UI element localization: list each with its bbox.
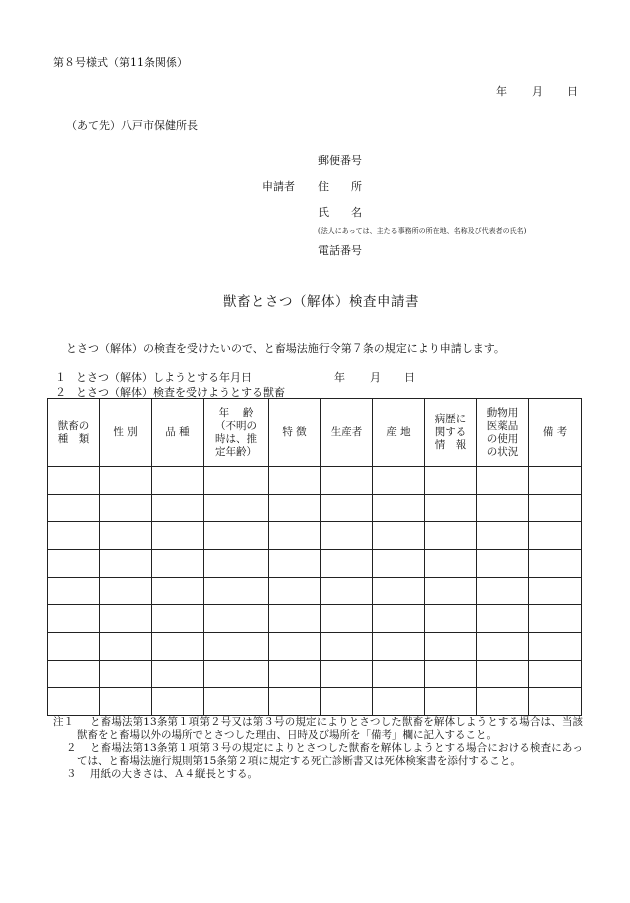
table-cell[interactable] (269, 605, 321, 633)
table-cell[interactable] (269, 522, 321, 550)
note-item (53, 768, 583, 781)
table-cell[interactable] (373, 577, 425, 605)
table-cell[interactable] (425, 522, 477, 550)
table-cell[interactable] (204, 577, 269, 605)
phone-label: 電話番号 (318, 244, 362, 257)
table-cell[interactable] (204, 632, 269, 660)
table-row (48, 577, 582, 605)
notes-label: 注 (53, 716, 64, 728)
item1-text: とさつ（解体）しようとする年月日 (76, 371, 252, 384)
table-cell[interactable] (321, 605, 373, 633)
table-cell[interactable] (321, 660, 373, 688)
table-row (48, 549, 582, 577)
form-number: 第８号様式（第11条関係） (53, 56, 188, 69)
table-cell[interactable] (152, 605, 204, 633)
table-cell[interactable] (48, 688, 100, 716)
table-cell[interactable] (425, 632, 477, 660)
table-cell[interactable] (321, 577, 373, 605)
notes-section (53, 716, 583, 781)
table-row (48, 688, 582, 716)
col-header-breed: 品 種 (152, 399, 204, 467)
table-cell[interactable] (204, 660, 269, 688)
col-header-age: 年 齢 （不明の 時は、推 定年齢） (204, 399, 269, 467)
table-cell[interactable] (477, 577, 529, 605)
col-header-sex: 性 別 (100, 399, 152, 467)
table-cell[interactable] (152, 494, 204, 522)
table-cell[interactable] (269, 494, 321, 522)
table-cell[interactable] (204, 467, 269, 495)
table-cell[interactable] (373, 660, 425, 688)
table-row (48, 605, 582, 633)
table-cell[interactable] (425, 577, 477, 605)
table-cell[interactable] (425, 688, 477, 716)
table-cell[interactable] (204, 549, 269, 577)
note-text: 用紙の大きさは、Ａ４縦長とする。 (90, 768, 258, 780)
table-cell[interactable] (48, 549, 100, 577)
table-cell[interactable] (529, 688, 582, 716)
table-row (48, 522, 582, 550)
note-text: と畜場法第13条第１項第３号の規定によりとさつした獣畜を解体しようとする場合における検査にあっては、と畜場法施行規則第15条第２項に規定する死亡診断書又は死体検案書を添付すること。 (77, 742, 583, 767)
table-cell[interactable] (425, 494, 477, 522)
table-cell[interactable] (373, 632, 425, 660)
col-header-origin: 産 地 (373, 399, 425, 467)
table-cell[interactable] (48, 632, 100, 660)
table-cell[interactable] (204, 605, 269, 633)
table-cell[interactable] (529, 522, 582, 550)
submission-month-label: 月 (532, 85, 543, 98)
table-cell[interactable] (425, 549, 477, 577)
table-cell[interactable] (529, 577, 582, 605)
item1-year-label: 年 (334, 371, 345, 384)
table-cell[interactable] (425, 660, 477, 688)
table-cell[interactable] (529, 494, 582, 522)
col-header-veterinary-drug-use: 動物用 医薬品 の使用 の状況 (477, 399, 529, 467)
table-cell[interactable] (100, 632, 152, 660)
table-cell[interactable] (269, 660, 321, 688)
table-cell[interactable] (321, 688, 373, 716)
col-header-animal-type: 獣畜の 種 類 (48, 399, 100, 467)
table-cell[interactable] (529, 549, 582, 577)
table-cell[interactable] (269, 577, 321, 605)
table-cell[interactable] (477, 660, 529, 688)
table-cell[interactable] (152, 467, 204, 495)
table-cell[interactable] (204, 688, 269, 716)
corporate-note: (法人にあっては、主たる事務所の所在地、名称及び代表者の氏名) (318, 227, 527, 235)
table-cell[interactable] (100, 494, 152, 522)
table-cell[interactable] (529, 605, 582, 633)
note-item (53, 742, 583, 768)
table-cell[interactable] (477, 522, 529, 550)
postal-code-label: 郵便番号 (318, 154, 362, 167)
table-row (48, 660, 582, 688)
table-cell[interactable] (269, 632, 321, 660)
table-cell[interactable] (204, 494, 269, 522)
table-cell[interactable] (373, 522, 425, 550)
table-cell[interactable] (100, 660, 152, 688)
table-row (48, 632, 582, 660)
table-cell[interactable] (269, 467, 321, 495)
table-cell[interactable] (529, 632, 582, 660)
table-cell[interactable] (373, 467, 425, 495)
table-cell[interactable] (48, 494, 100, 522)
col-header-remarks: 備 考 (529, 399, 582, 467)
table-cell[interactable] (152, 660, 204, 688)
item2-number: ２ (55, 386, 66, 399)
address-label: 住 所 (318, 180, 362, 193)
item1-number: １ (55, 371, 66, 384)
note-number: １ (63, 716, 74, 728)
table-cell[interactable] (373, 494, 425, 522)
item1-day-label: 日 (404, 371, 415, 384)
table-cell[interactable] (48, 467, 100, 495)
table-cell[interactable] (373, 549, 425, 577)
table-cell[interactable] (100, 577, 152, 605)
table-cell[interactable] (425, 605, 477, 633)
table-cell[interactable] (477, 467, 529, 495)
table-cell[interactable] (477, 632, 529, 660)
addressee: （あて先）八戸市保健所長 (66, 119, 198, 132)
col-header-medical-history: 病歴に 関する 情 報 (425, 399, 477, 467)
table-cell[interactable] (321, 494, 373, 522)
table-cell[interactable] (477, 688, 529, 716)
name-label: 氏 名 (318, 206, 362, 219)
item1-month-label: 月 (370, 371, 381, 384)
table-cell[interactable] (321, 549, 373, 577)
table-cell[interactable] (48, 577, 100, 605)
table-cell[interactable] (204, 522, 269, 550)
table-header-row (48, 399, 582, 467)
table-cell[interactable] (529, 467, 582, 495)
table-row (48, 494, 582, 522)
table-cell[interactable] (152, 632, 204, 660)
col-header-producer: 生産者 (321, 399, 373, 467)
table-cell[interactable] (100, 549, 152, 577)
table-cell[interactable] (48, 522, 100, 550)
intro-text: とさつ（解体）の検査を受けたいので、と畜場法施行令第７条の規定により申請します。 (66, 342, 505, 355)
table-cell[interactable] (321, 632, 373, 660)
table-cell[interactable] (373, 605, 425, 633)
table-cell[interactable] (152, 549, 204, 577)
table-cell[interactable] (477, 605, 529, 633)
submission-day-label: 日 (567, 85, 578, 98)
table-cell[interactable] (152, 522, 204, 550)
table-cell[interactable] (152, 577, 204, 605)
note-item (53, 716, 583, 742)
table-cell[interactable] (269, 688, 321, 716)
note-number: ３ (66, 768, 77, 780)
table-cell[interactable] (425, 467, 477, 495)
table-cell[interactable] (100, 467, 152, 495)
item2-text: とさつ（解体）検査を受けようとする獣畜 (76, 386, 285, 399)
table-cell[interactable] (48, 660, 100, 688)
table-cell[interactable] (477, 549, 529, 577)
table-cell[interactable] (100, 605, 152, 633)
table-cell[interactable] (152, 688, 204, 716)
submission-year-label: 年 (496, 85, 507, 98)
note-number: ２ (66, 742, 77, 754)
table-cell[interactable] (269, 549, 321, 577)
table-cell[interactable] (321, 467, 373, 495)
table-cell[interactable] (321, 522, 373, 550)
table-cell[interactable] (100, 688, 152, 716)
note-text: と畜場法第13条第１項第２号又は第３号の規定によりとさつした獣畜を解体しようとする場合は、当該獣畜をと畜場以外の場所でとさつした理由、日時及び場所を「備考」欄に記入すること。 (77, 716, 583, 741)
table-cell[interactable] (100, 522, 152, 550)
table-cell[interactable] (477, 494, 529, 522)
table-cell[interactable] (529, 660, 582, 688)
table-row (48, 467, 582, 495)
applicant-role-label: 申請者 (262, 180, 295, 193)
table-cell[interactable] (373, 688, 425, 716)
col-header-features: 特 徴 (269, 399, 321, 467)
table-cell[interactable] (48, 605, 100, 633)
livestock-table (47, 398, 582, 716)
document-title: 獣畜とさつ（解体）検査申請書 (223, 294, 419, 310)
